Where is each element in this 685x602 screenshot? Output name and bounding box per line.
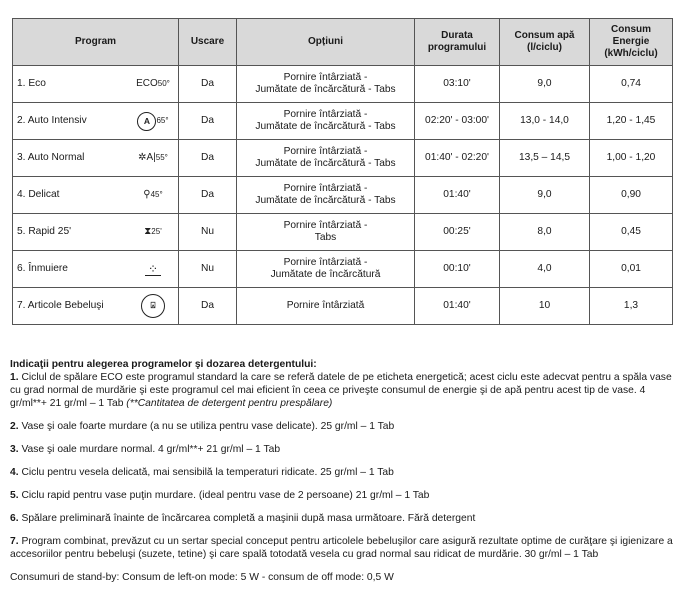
optiuni-cell: Pornire întârziată - Jumătate de încărcătură - Tabs	[237, 66, 415, 103]
uscare-cell: Da	[179, 177, 237, 214]
apa-cell: 4,0	[500, 251, 590, 288]
note-5: 5. Ciclu rapid pentru vase puţin murdare. (ideal pentru vase de 2 persoane) 21 gr/ml – 1 Tab	[10, 490, 430, 501]
note-3: 3. Vase şi oale murdare normal. 4 gr/ml**+ 21 gr/ml – 1 Tab	[10, 444, 281, 455]
note-4: 4. Ciclu pentru vesela delicată, mai sensibilă la temperaturi ridicate. 25 gr/ml – 1 Tab	[10, 467, 394, 478]
program-name: 1. Eco	[17, 78, 46, 89]
uscare-cell: Da	[179, 140, 237, 177]
program-cell	[13, 177, 179, 214]
apa-cell: 8,0	[500, 214, 590, 251]
durata-cell: 00:25'	[415, 214, 500, 251]
program-cell	[13, 214, 179, 251]
program-name: 3. Auto Normal	[17, 152, 85, 163]
hourglass-icon: ⧗ 25'	[144, 226, 162, 237]
durata-cell: 02:20' - 03:00'	[415, 103, 500, 140]
note-2: 2. Vase şi oale foarte murdare (a nu se utiliza pentru vase delicate). 25 gr/ml – 1 Tab	[10, 421, 395, 432]
apa-cell: 13,0 - 14,0	[500, 103, 590, 140]
durata-cell: 00:10'	[415, 251, 500, 288]
table-row	[13, 288, 673, 325]
header-apa: Consum apă (l/ciclu)	[500, 19, 590, 66]
programs-table	[12, 18, 673, 325]
energie-cell: 1,3	[590, 288, 673, 325]
apa-cell: 9,0	[500, 66, 590, 103]
uscare-cell: Nu	[179, 214, 237, 251]
uscare-cell: Da	[179, 288, 237, 325]
notes-heading: Indicaţii pentru alegerea programelor şi dozarea detergentului:	[10, 359, 317, 370]
program-cell	[13, 288, 179, 325]
glass-icon: ⚲ 45°	[143, 189, 163, 200]
table-row	[13, 66, 673, 103]
header-program: Program	[13, 19, 179, 66]
energie-cell: 0,45	[590, 214, 673, 251]
uscare-cell: Da	[179, 66, 237, 103]
program-name: 5. Rapid 25'	[17, 226, 72, 237]
table-row	[13, 177, 673, 214]
program-name: 4. Delicat	[17, 189, 60, 200]
auto-normal-icon: ✲A| 55°	[138, 152, 168, 163]
program-name: 6. Înmuiere	[17, 263, 68, 274]
eco-icon: ECO 50°	[136, 78, 170, 89]
optiuni-cell: Pornire întârziată - Jumătate de încărcătură - Tabs	[237, 140, 415, 177]
energie-cell: 0,01	[590, 251, 673, 288]
table-row	[13, 103, 673, 140]
program-cell	[13, 140, 179, 177]
optiuni-cell: Pornire întârziată	[237, 288, 415, 325]
header-optiuni: Opțiuni	[237, 19, 415, 66]
program-notes	[10, 358, 674, 584]
note-7: 7. Program combinat, prevăzut cu un sertar special conceput pentru articolele bebeluşilor care asigură rezultate optime de curăţare şi igienizare a accesoriilor pentru bebeluşi (suzete, tetine) şi care spală totodată vesela cu grad normal sau ridicat de murdărie. 30 gr/ml – 1 Tab	[10, 536, 673, 560]
note-6: 6. Spălare preliminară înainte de încărcarea completă a maşinii după masa următoare. Fără detergent	[10, 513, 476, 524]
standby-consumption: Consumuri de stand-by: Consum de left-on mode: 5 W - consum de off mode: 0,5 W	[10, 572, 394, 583]
optiuni-cell: Pornire întârziată - Jumătate de încărcătură - Tabs	[237, 103, 415, 140]
uscare-cell: Nu	[179, 251, 237, 288]
note-1: 1. Ciclul de spălare ECO este programul standard la care se referă datele de pe eticheta energetică; acest ciclu este adecvat pentru a spăla vase cu grad normal de murdărie şi este programul cel mai eficient în ceea ce priveşte consumul de energie şi de apă pentru acest tip de vase. 4 gr/ml**+ 21 gr/ml – 1 Tab (**Cantitatea de detergent pentru prespălare)	[10, 372, 672, 409]
energie-cell: 1,00 - 1,20	[590, 140, 673, 177]
durata-cell: 01:40'	[415, 177, 500, 214]
table-row	[13, 251, 673, 288]
program-cell	[13, 251, 179, 288]
table-header-row	[13, 19, 673, 66]
durata-cell: 03:10'	[415, 66, 500, 103]
table-row	[13, 214, 673, 251]
optiuni-cell: Pornire întârziată - Jumătate de încărcătură	[237, 251, 415, 288]
header-energie: Consum Energie (kWh/ciclu)	[590, 19, 673, 66]
table-row	[13, 140, 673, 177]
apa-cell: 9,0	[500, 177, 590, 214]
program-name: 2. Auto Intensiv	[17, 115, 87, 126]
durata-cell: 01:40'	[415, 288, 500, 325]
energie-cell: 0,90	[590, 177, 673, 214]
baby-bottle-icon: ⍓	[134, 294, 172, 318]
uscare-cell: Da	[179, 103, 237, 140]
optiuni-cell: Pornire întârziată - Tabs	[237, 214, 415, 251]
apa-cell: 13,5 – 14,5	[500, 140, 590, 177]
soak-icon: ⁘	[134, 263, 172, 276]
program-cell	[13, 103, 179, 140]
energie-cell: 1,20 - 1,45	[590, 103, 673, 140]
auto-intensiv-icon: A 65°	[134, 112, 172, 131]
header-uscare: Uscare	[179, 19, 237, 66]
program-name: 7. Articole Bebeluşi	[17, 300, 104, 311]
optiuni-cell: Pornire întârziată - Jumătate de încărcătură - Tabs	[237, 177, 415, 214]
program-cell	[13, 66, 179, 103]
energie-cell: 0,74	[590, 66, 673, 103]
header-durata: Durata programului	[415, 19, 500, 66]
apa-cell: 10	[500, 288, 590, 325]
durata-cell: 01:40' - 02:20'	[415, 140, 500, 177]
